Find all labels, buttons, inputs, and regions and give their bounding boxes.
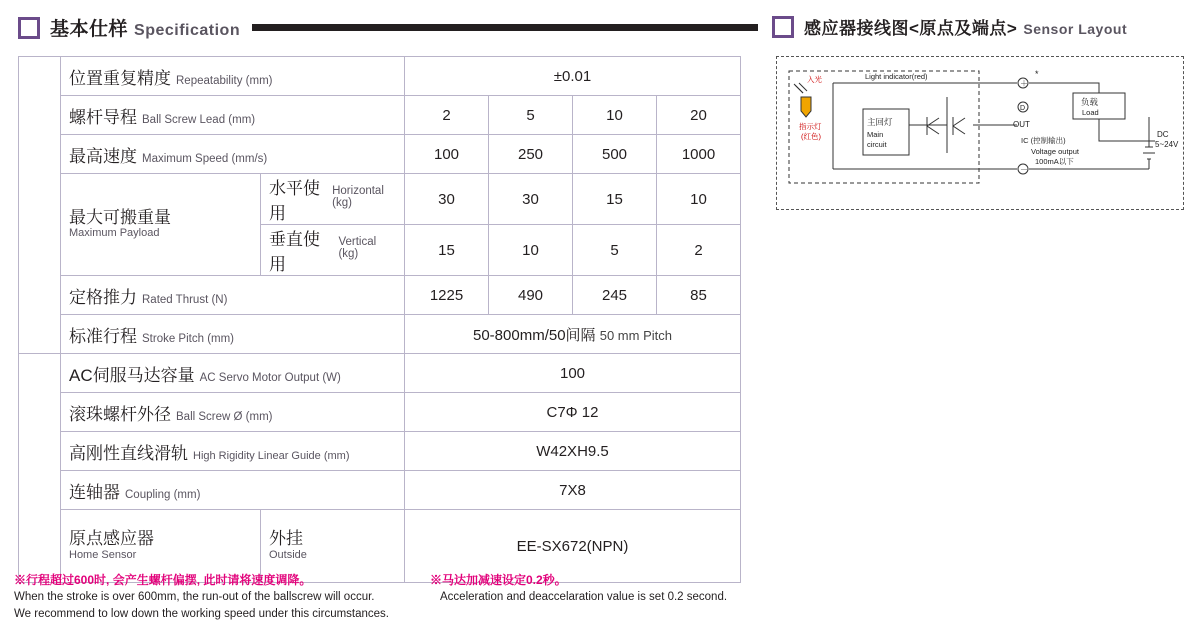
row-label-linear-guide <box>61 432 405 471</box>
row-value-ac-servo-motor-output: 100 <box>405 354 741 393</box>
row-value-repeatability: ±0.01 <box>405 57 741 96</box>
row-sublabel-cn: 垂直使用 <box>269 230 320 274</box>
cell-value: 15 <box>405 225 489 276</box>
specification-table <box>18 56 741 583</box>
footnote-right-line1: Acceleration and deaccelaration value is set 0.2 second. <box>440 591 728 604</box>
row-label-cn: 最高速度 <box>69 146 137 166</box>
cell-value: 2 <box>405 96 489 135</box>
label-light-indicator-cn: 入光 <box>807 75 822 84</box>
cell-value: 10 <box>657 174 741 225</box>
row-label-ball-screw-lead <box>61 96 405 135</box>
square-bullet-icon <box>18 17 40 39</box>
cell-value: 5 <box>573 225 657 276</box>
label-load-cn: 负载 <box>1081 97 1099 107</box>
cell-value: 30 <box>489 174 573 225</box>
cell-value: 30 <box>405 174 489 225</box>
row-value-coupling: 7X8 <box>405 471 741 510</box>
row-label-en: Rated Thrust (N) <box>142 293 228 306</box>
square-bullet-icon-right <box>772 16 794 38</box>
table-row <box>19 276 741 315</box>
label-main-circuit-en2: circuit <box>867 140 887 149</box>
row-label-en: Stroke Pitch (mm) <box>142 332 235 345</box>
row-label-en: Coupling (mm) <box>125 488 201 501</box>
row-label-cn: 螺杆导程 <box>69 107 137 127</box>
row-value-stroke-pitch <box>405 315 741 354</box>
label-main-circuit-en1: Main <box>867 130 884 139</box>
footnote-right <box>430 572 760 606</box>
row-label-coupling <box>61 471 405 510</box>
row-label-cn: 标准行程 <box>69 326 137 346</box>
row-label-en: Repeatability (mm) <box>176 74 273 87</box>
sensor-wiring-diagram <box>776 56 1184 210</box>
terminal-minus: － <box>1020 165 1028 174</box>
row-label-cn: 位置重复精度 <box>69 68 171 88</box>
row-label-repeatability <box>61 57 405 96</box>
section-title-specification <box>50 14 240 41</box>
footnote-left-line2: We recommend to low down the working speed under this circumstances. <box>14 608 389 621</box>
cell-value: 85 <box>657 276 741 315</box>
cell-value: 245 <box>573 276 657 315</box>
label-voltage-note2: 100mA以下 <box>1035 157 1074 166</box>
label-dc: DC <box>1157 130 1169 139</box>
row-label-rated-thrust <box>61 276 405 315</box>
row-label-maximum-speed <box>61 135 405 174</box>
label-ic-note: IC (控制输出) <box>1021 136 1066 145</box>
row-label-cn: 最大可搬重量 <box>69 207 171 227</box>
side-label-parts <box>19 354 61 583</box>
row-sublabel-en: Horizontal (kg) <box>332 185 384 209</box>
label-main-circuit-cn: 主回灯 <box>867 117 893 127</box>
specification-table-wrapper <box>18 56 740 583</box>
section-title-sensor-layout <box>804 14 1127 39</box>
row-value-stroke-pitch-main: 50-800mm/50间隔 <box>473 326 596 344</box>
row-sublabel-horizontal <box>261 174 405 225</box>
cell-value: 250 <box>489 135 573 174</box>
row-label-cn: 原点感应器 <box>69 529 154 549</box>
row-label-en: Ball Screw Lead (mm) <box>142 113 256 126</box>
section-title-right-cn: 感应器接线图<原点及端点> <box>804 19 1018 38</box>
section-header-specification <box>18 14 758 41</box>
cell-value: 10 <box>489 225 573 276</box>
table-row <box>19 96 741 135</box>
footnote-right-warning: ※马达加减速设定0.2秒。 <box>430 573 567 587</box>
row-label-cn: 高刚性直线滑轨 <box>69 443 188 463</box>
row-value-ball-screw-diameter: C7Φ 12 <box>405 393 741 432</box>
row-label-cn: 滚珠螺杆外径 <box>69 404 171 424</box>
row-label-maximum-payload <box>61 174 261 276</box>
side-label-spec-en: Spec <box>27 227 55 241</box>
table-row <box>19 135 741 174</box>
row-value-home-sensor: EE-SX672(NPN) <box>405 510 741 583</box>
cell-value: 490 <box>489 276 573 315</box>
row-sublabel-cn: 水平使用 <box>269 179 320 223</box>
sensor-wiring-svg <box>777 57 1181 207</box>
row-value-linear-guide: W42XH9.5 <box>405 432 741 471</box>
footnote-left <box>14 572 434 623</box>
row-label-en: Maximum Speed (mm/s) <box>142 152 268 165</box>
cell-value: 100 <box>405 135 489 174</box>
side-label-parts-en: Parts <box>27 490 56 504</box>
section-title-en: Specification <box>134 22 241 39</box>
table-row <box>19 471 741 510</box>
terminal-out: OUT <box>1013 120 1030 129</box>
row-sublabel-cn: 外挂 <box>269 529 303 549</box>
table-row <box>19 432 741 471</box>
row-label-ball-screw-diameter <box>61 393 405 432</box>
footnote-left-warning: ※行程超过600时, 会产生螺杆偏摆, 此时请将速度调降。 <box>14 573 312 587</box>
header-rule <box>252 24 758 31</box>
table-row <box>19 393 741 432</box>
row-label-cn: 定格推力 <box>69 287 137 307</box>
row-label-en: AC Servo Motor Output (W) <box>199 371 341 384</box>
cell-value: 500 <box>573 135 657 174</box>
terminal-d: D <box>1020 105 1026 112</box>
section-title-cn: 基本仕样 <box>50 19 129 40</box>
cell-value: 15 <box>573 174 657 225</box>
row-label-en: High Rigidity Linear Guide (mm) <box>193 449 350 462</box>
cell-value: 1225 <box>405 276 489 315</box>
row-sublabel-en: Outside <box>269 548 307 561</box>
cell-value: 20 <box>657 96 741 135</box>
label-light-indicator-cn2: 指示灯 <box>799 122 822 131</box>
cell-value: 2 <box>657 225 741 276</box>
row-sublabel-vertical <box>261 225 405 276</box>
row-label-stroke-pitch <box>61 315 405 354</box>
row-label-ac-servo-motor-output <box>61 354 405 393</box>
cell-value: 10 <box>573 96 657 135</box>
label-light-indicator-en: Light indicator(red) <box>865 72 928 81</box>
side-label-parts-cn: 部品 <box>27 431 54 486</box>
cell-value: 1000 <box>657 135 741 174</box>
label-voltage-note1: Voltage output <box>1031 147 1079 156</box>
side-label-spec-cn: 规格 <box>27 168 54 223</box>
row-sublabel-en: Vertical (kg) <box>338 236 377 260</box>
label-dc-range: 5~24V <box>1155 140 1179 149</box>
row-label-en: Maximum Payload <box>69 227 160 240</box>
section-title-right-en: Sensor Layout <box>1023 21 1128 37</box>
row-label-en: Ball Screw Ø (mm) <box>176 410 273 423</box>
row-label-cn: AC伺服马达容量 <box>69 365 195 385</box>
terminal-star: * <box>1035 69 1039 79</box>
terminal-plus: ＋ <box>1020 79 1028 88</box>
row-value-stroke-pitch-note: 50 mm Pitch <box>599 327 672 343</box>
footnote-left-line1: When the stroke is over 600mm, the run-out of the ballscrew will occur. <box>14 591 375 604</box>
row-label-en: Home Sensor <box>69 548 137 561</box>
table-row <box>19 315 741 354</box>
table-row <box>19 354 741 393</box>
row-label-cn: 连轴器 <box>69 482 120 502</box>
side-label-spec <box>19 57 61 354</box>
label-light-indicator-cn3: (红色) <box>801 132 821 141</box>
table-row <box>19 174 741 225</box>
section-header-sensor-layout <box>772 14 1186 39</box>
table-row <box>19 57 741 96</box>
cell-value: 5 <box>489 96 573 135</box>
label-load-en: Load <box>1082 108 1099 117</box>
